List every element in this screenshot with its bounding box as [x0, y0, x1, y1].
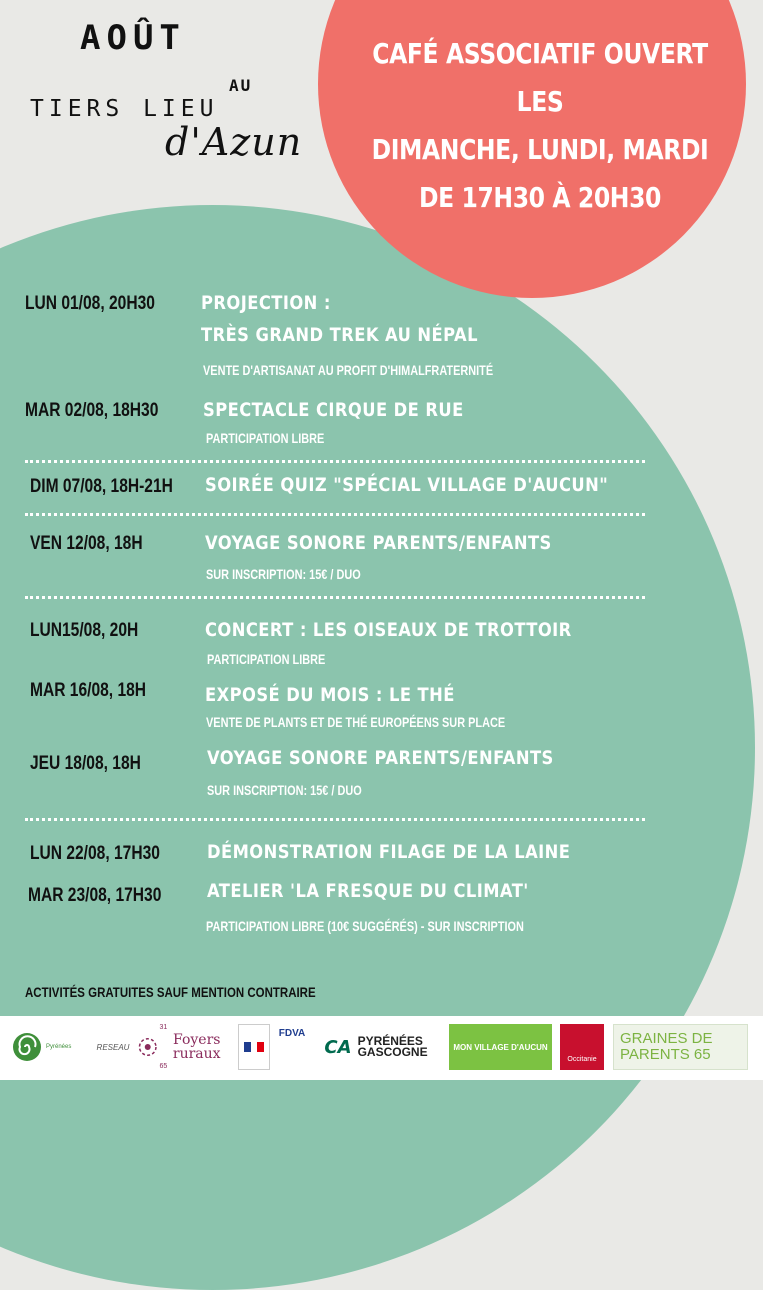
reseau-logo: RESEAU [96, 1042, 130, 1052]
graines-de-parents-logo [613, 1024, 748, 1070]
event-date: JEU 18/08, 18H [30, 753, 141, 774]
dotted-divider [25, 460, 645, 463]
event-note: PARTICIPATION LIBRE (10€ SUGGÉRÉS) - SUR INSCRIPTION [206, 918, 524, 934]
occitanie-logo: Occitanie [560, 1024, 604, 1070]
foyers-number: 31 [159, 1024, 168, 1031]
event-date: LUN 01/08, 20H30 [25, 293, 155, 314]
event-title: VOYAGE SONORE PARENTS/ENFANTS [205, 532, 552, 554]
parc-pyrenees-logo [12, 1024, 82, 1070]
credit-agricole-logo [316, 1024, 436, 1070]
event-note: SUR INSCRIPTION: 15€ / DUO [207, 782, 362, 798]
parents-label: PARENTS 65 [620, 1046, 711, 1063]
event-title: SOIRÉE QUIZ "SPÉCIAL VILLAGE D'AUCUN" [205, 474, 609, 496]
foyers-label: Foyers ruraux [172, 1032, 221, 1062]
event-title: PROJECTION : [201, 292, 331, 314]
dotted-divider [25, 818, 645, 821]
event-note: VENTE DE PLANTS ET DE THÉ EUROPÉENS SUR PLACE [206, 714, 506, 730]
event-title: CONCERT : LES OISEAUX DE TROTTOIR [205, 619, 572, 641]
event-title: VOYAGE SONORE PARENTS/ENFANTS [207, 747, 554, 769]
event-date: LUN15/08, 20H [30, 620, 139, 641]
french-flag-icon [244, 1042, 264, 1052]
event-title: ATELIER 'LA FRESQUE DU CLIMAT' [207, 880, 529, 902]
ca-bottom-label: GASCOGNE [357, 1045, 428, 1059]
spiral-icon [12, 1032, 42, 1062]
graines-label: GRAINES DE [620, 1030, 713, 1047]
parc-label: Pyrénées [46, 1043, 72, 1050]
title-month: AOÛT [80, 18, 186, 58]
title-azun: d'Azun [165, 120, 303, 164]
event-date: DIM 07/08, 18H-21H [30, 476, 173, 497]
mon-village-logo: MON VILLAGE D'AUCUN [449, 1024, 552, 1070]
event-date: MAR 02/08, 18H30 [25, 400, 159, 421]
cafe-line-2: DIMANCHE, LUNDI, MARDI [371, 133, 709, 166]
cafe-hours-banner [364, 30, 717, 222]
dotted-divider [25, 513, 645, 516]
event-date: MAR 16/08, 18H [30, 680, 147, 701]
free-activities-note: ACTIVITÉS GRATUITES SAUF MENTION CONTRAIRE [25, 984, 316, 1000]
event-date: LUN 22/08, 17H30 [30, 843, 160, 864]
people-icon [138, 1034, 157, 1060]
event-date: MAR 23/08, 17H30 [28, 885, 162, 906]
dotted-divider [25, 596, 645, 599]
event-note: PARTICIPATION LIBRE [207, 651, 326, 667]
foyers-number-2: 65 [159, 1063, 168, 1070]
event-title: EXPOSÉ DU MOIS : LE THÉ [205, 684, 455, 706]
title-au: AU [229, 76, 253, 95]
foyers-ruraux-logo [138, 1024, 234, 1070]
ca-top-label: PYRÉNÉES [357, 1034, 423, 1048]
event-note: PARTICIPATION LIBRE [206, 430, 325, 446]
event-title: DÉMONSTRATION FILAGE DE LA LAINE [207, 841, 571, 863]
event-title: SPECTACLE CIRQUE DE RUE [203, 399, 464, 421]
event-note: SUR INSCRIPTION: 15€ / DUO [206, 566, 361, 582]
republique-logo [238, 1024, 270, 1070]
title-tiers-lieu: TIERS LIEU [30, 96, 219, 122]
fdva-logo: FDVA [278, 1028, 306, 1039]
partner-logos-strip [0, 1016, 763, 1080]
event-note: VENTE D'ARTISANAT AU PROFIT D'HIMALFRATERNITÉ [203, 362, 494, 378]
cafe-line-1: CAFÉ ASSOCIATIF OUVERT LES [372, 37, 708, 118]
cafe-line-3: DE 17H30 À 20H30 [419, 181, 661, 214]
event-title-line2: TRÈS GRAND TREK AU NÉPAL [201, 324, 478, 346]
ca-brand-mark: CA [324, 1036, 352, 1058]
event-date: VEN 12/08, 18H [30, 533, 143, 554]
